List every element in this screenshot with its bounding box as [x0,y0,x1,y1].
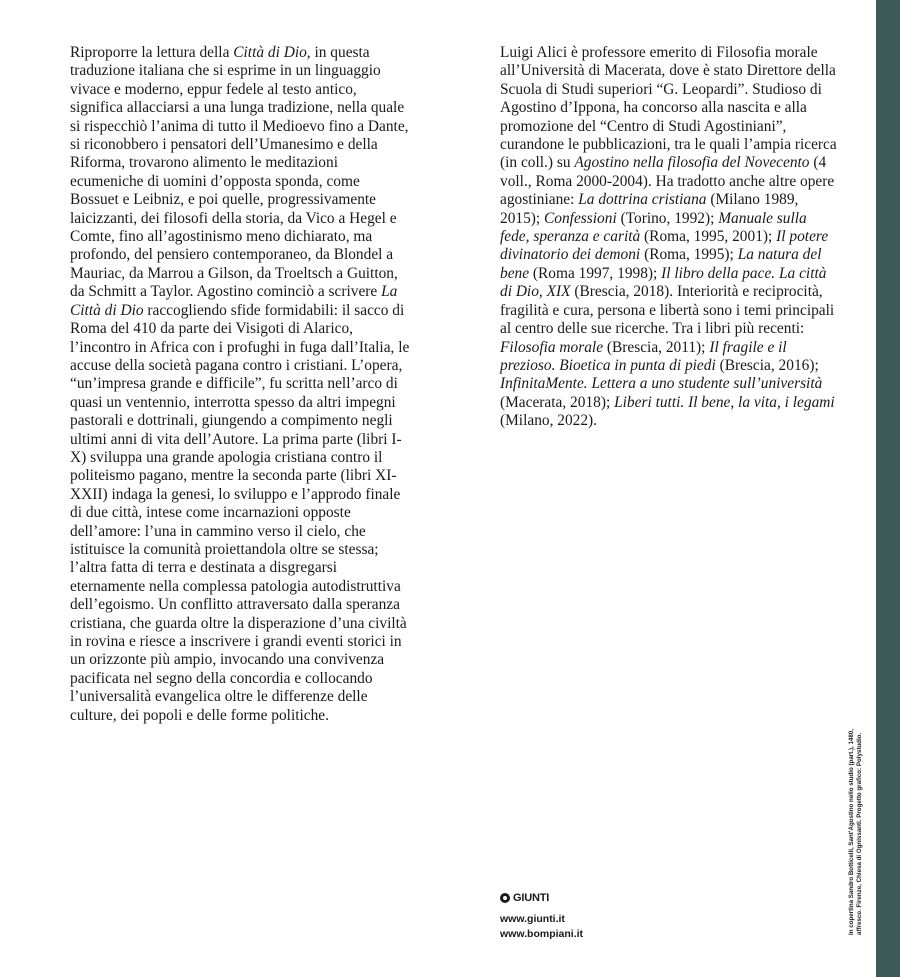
text-run: (Milano, 2022). [500,412,598,430]
text-run: raccogliendo sfide formidabili: il sacco di Roma del 410 da parte dei Visigoti di Alarico, l’incontro in Africa con i profughi in fuga dall’Italia, le accuse della società pagana contro i cristiani. L’opera, “un’impresa grande e difficile”, fu scritta nell’arco di quasi un ventennio, interrotta spesso da altri impegni pastorali e dottrinali, giungendo a compimento negli ultimi anni di vita dell’Autore. La prima parte (libri I-X) sviluppa una grande apologia cristiana contro il politeismo pagano, mentre la seconda parte (libri XI-XXII) indaga la genesi, lo sviluppo e l’approdo finale di due città, intese come incarnazioni opposte dell’amore: l’una in cammino verso il cielo, che istituisce la comunità proiettandola oltre se stessa; l’altra fatta di terra e destinata a disgregarsi eternamente nella complessa patologia autodistruttiva dell’egoismo. Un conflitto attraversato dalla speranza cristiana, che guarda oltre la disperazione d’una civiltà in rovina e riesce a inscrivere i grandi eventi storici in un orizzonte più ampio, invocando una convivenza pacificata nel segno della concordia e collocando l’universalità evangelica oltre le differenze delle culture, dei popoli e delle forme politiche. [70,301,410,724]
cover-credits [848,729,864,935]
text-run: , in questa traduzione italiana che si esprime in un linguaggio vivace e moderno, eppur fedele al testo antico, significa allacciarsi a una lunga tradizione, nella quale si rispecchiò l’anima di tutto il Medioevo fino a Dante, si riconobbero i pensatori dell’Umanesimo e della Riforma, trovarono alimento le meditazioni ecumeniche di uomini d’opposta sponda, come Bossuet e Leibniz, e poi quelle, progressivamente laicizzanti, dei filosofi della storia, da Vico a Hegel e Comte, fino all’agostinismo meno dichiarato, ma profondo, del pensiero contemporaneo, da Blondel a Mauriac, da Marrou a Gilson, da Troeltsch a Guitton, da Schmitt a Taylor. Agostino cominciò a scrivere [70,44,409,301]
author-bio-column [500,44,840,431]
publisher-logo-text: GIUNTI [513,892,550,904]
link-bompiani[interactable]: www.bompiani.it [500,928,584,940]
italic-title-run: Filosofia morale [500,338,604,356]
publisher-logo [500,892,549,904]
cover-edge-band [876,0,900,977]
text-run: (Torino, 1992); [616,209,719,227]
italic-title-run: Confessioni [544,209,617,227]
text-run: (Brescia, 2016); [715,356,819,374]
text-run: (Milano 1989, 2015); [500,191,799,227]
text-run: (4 voll., Roma 2000-2004). Ha tradotto anche altre opere agostiniane: [500,154,835,209]
italic-title-run: Agostino nella filosofia del Novecento [574,154,810,172]
link-giunti[interactable]: www.giunti.it [500,913,565,925]
text-run: (Roma, 1995); [640,246,738,264]
author-bio [500,44,840,431]
publisher-links [500,912,583,942]
italic-title-run: Città di Dio [233,44,307,61]
italic-title-run: Il libro della pace. La città di Dio, XIX [500,264,827,301]
italic-title-run: Liberi tutti. Il bene, la vita, i legami [614,393,835,411]
credits-line-2: affresco. Firenze, Chiesa di Ognissanti. Progetto grafico: Polystudio. [856,732,863,935]
credits-line-1: In copertina Sandro Botticelli, Sant’Agostino nello studio (part.), 1480, [848,729,855,935]
italic-title-run: Il potere divinatorio dei demoni [500,228,829,264]
text-run: (Brescia, 2018). Interiorità e reciprocità, fragilità e cura, persona e libertà sono i temi principali al centro delle sue ricerche. Tra i libri più recenti: [500,283,835,338]
text-run: Luigi Alici è professore emerito di Filosofia morale all’Università di Macerata, dove è stato Direttore della Scuola di Studi superiori “G. Leopardi”. Studioso di Agostino d’Ippona, ha concorso alla nascita e alla promozione del “Centro di Studi Agostiniani”, curandone le pubblicazioni, tra le quali l’ampia ricerca (in coll.) su [500,44,837,172]
book-synopsis [70,44,410,725]
italic-title-run: InfinitaMente. Lettera a uno studente sull’università [500,375,823,393]
giunti-logo-icon [500,893,510,903]
text-run: (Roma 1997, 1998); [529,264,662,282]
text-run: (Brescia, 2011); [603,338,710,356]
italic-title-run: La natura del bene [500,246,822,282]
text-run: (Roma, 1995, 2001); [640,228,777,246]
text-run: (Macerata, 2018); [500,393,615,411]
italic-title-run: Il fragile e il prezioso. Bioetica in punta di piedi [500,338,787,374]
italic-title-run: La dottrina cristiana [578,191,707,209]
italic-title-run: Manuale sulla fede, speranza e carità [500,209,807,246]
italic-title-run: La Città di Dio [70,283,398,319]
book-synopsis-column [70,44,410,725]
text-run: Riproporre la lettura della [70,44,234,61]
